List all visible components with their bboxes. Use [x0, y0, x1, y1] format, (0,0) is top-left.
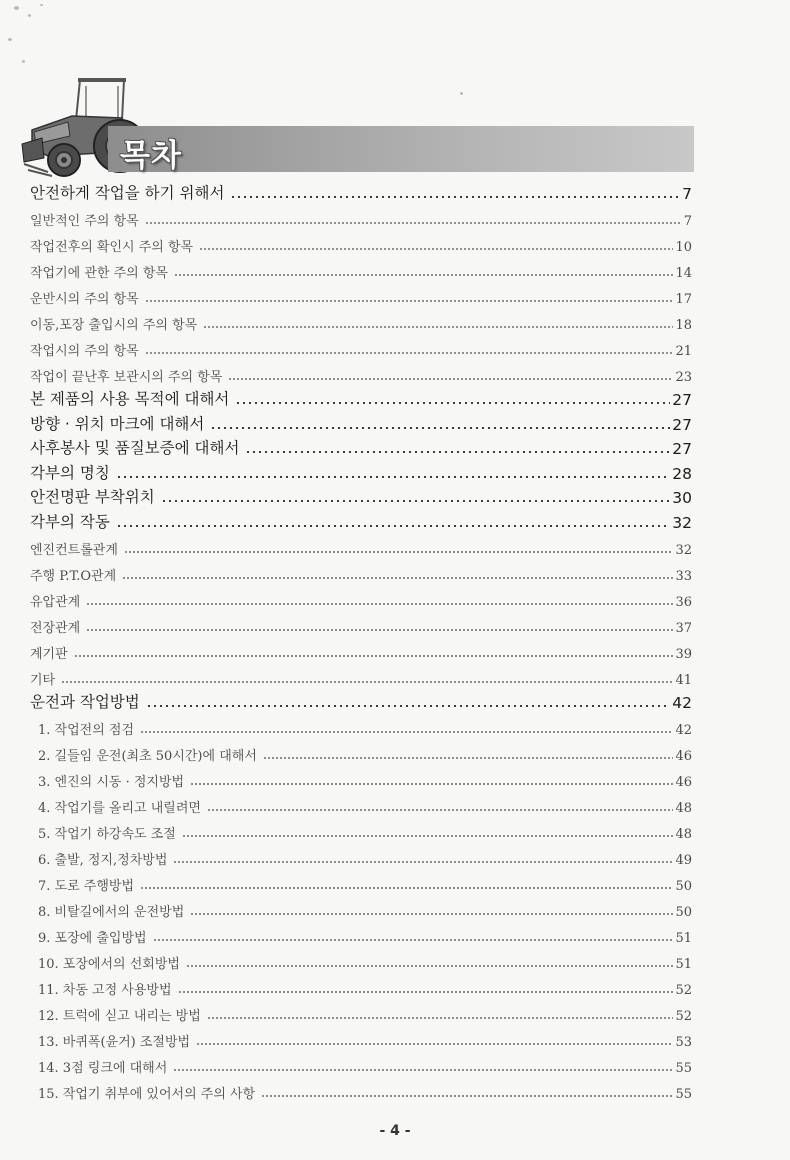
dot-leader [86, 603, 673, 605]
toc-entry-page-number: 18 [675, 317, 692, 333]
toc-entry-title: 엔진컨트롤관계 [30, 542, 118, 558]
toc-entry-page-number: 39 [675, 646, 692, 662]
title-banner [108, 126, 694, 172]
dot-leader [173, 1069, 673, 1071]
toc-section-entry[interactable] [30, 507, 692, 532]
dot-leader [190, 913, 673, 915]
toc-subsection-entry[interactable] [30, 610, 692, 636]
scan-speck [28, 14, 31, 17]
toc-entry-page-number: 7 [682, 184, 692, 203]
dot-leader [74, 655, 674, 657]
dot-leader [145, 222, 682, 224]
toc-entry-page-number: 28 [672, 464, 692, 483]
toc-subsection-entry[interactable] [30, 738, 692, 764]
toc-subsection-entry[interactable] [30, 842, 692, 868]
dot-leader [124, 551, 674, 553]
toc-entry-title: 13. 바퀴폭(윤거) 조절방법 [38, 1035, 191, 1050]
toc-entry-title: 운전과 작업방법 [30, 693, 140, 711]
toc-subsection-entry[interactable] [30, 816, 692, 842]
toc-subsection-entry[interactable] [30, 662, 692, 688]
toc-entry-page-number: 46 [675, 749, 692, 764]
toc-subsection-entry[interactable] [30, 998, 692, 1024]
toc-entry-title: 계기판 [30, 646, 68, 662]
toc-entry-title: 1. 작업전의 점검 [38, 723, 135, 738]
dot-leader [186, 965, 673, 967]
toc-entry-title: 기타 [30, 672, 56, 688]
toc-subsection-entry[interactable] [30, 972, 692, 998]
toc-entry-page-number: 41 [675, 672, 692, 688]
dot-leader [210, 427, 670, 429]
dot-leader [199, 248, 673, 250]
dot-leader [245, 451, 670, 453]
toc-subsection-entry[interactable] [30, 584, 692, 610]
toc-entry-title: 11. 차동 고정 사용방법 [38, 983, 172, 998]
toc-entry-title: 3. 엔진의 시동 · 정지방법 [38, 775, 185, 790]
toc-entry-page-number: 53 [675, 1035, 692, 1050]
dot-leader [230, 196, 680, 198]
dot-leader [190, 783, 673, 785]
toc-entry-title: 작업기에 관한 주의 항목 [30, 265, 168, 281]
toc-entry-page-number: 52 [675, 1009, 692, 1024]
toc-entry-page-number: 30 [672, 489, 692, 507]
dot-leader [86, 629, 673, 631]
toc-entry-page-number: 51 [675, 957, 692, 972]
toc-entry-page-number: 32 [675, 542, 692, 558]
toc-section-entry[interactable] [30, 483, 692, 508]
toc-entry-page-number: 27 [672, 415, 692, 434]
toc-subsection-entry[interactable] [30, 764, 692, 790]
dot-leader [145, 300, 674, 302]
toc-entry-page-number: 14 [675, 265, 692, 281]
toc-subsection-entry[interactable] [30, 333, 692, 359]
dot-leader [235, 402, 670, 404]
toc-entry-title: 운반시의 주의 항목 [30, 291, 139, 307]
toc-entry-page-number: 55 [675, 1061, 692, 1076]
toc-entry-title: 5. 작업기 하강속도 조절 [38, 827, 176, 842]
toc-entry-title: 10. 포장에서의 선회방법 [38, 957, 180, 972]
toc-entry-page-number: 32 [672, 513, 692, 532]
scan-speck [14, 6, 19, 10]
toc-entry-title: 전장관계 [30, 620, 81, 636]
toc-subsection-entry[interactable] [30, 1076, 692, 1102]
toc-subsection-entry[interactable] [30, 920, 692, 946]
toc-entry-page-number: 46 [675, 775, 692, 790]
toc-section-entry[interactable] [30, 458, 692, 483]
dot-leader [207, 1017, 674, 1019]
toc-section-entry[interactable] [30, 178, 692, 203]
toc-entry-page-number: 23 [675, 369, 692, 385]
toc-entry-page-number: 17 [675, 291, 692, 307]
toc-subsection-entry[interactable] [30, 532, 692, 558]
toc-entry-title: 안전하게 작업을 하기 위해서 [30, 183, 225, 202]
toc-entry-title: 각부의 명칭 [30, 463, 110, 482]
toc-entry-title: 각부의 작동 [30, 512, 110, 531]
dot-leader [146, 705, 671, 707]
toc-entry-page-number: 50 [675, 905, 692, 920]
toc-entry-title: 작업시의 주의 항목 [30, 343, 139, 359]
toc-entry-page-number: 27 [672, 391, 692, 409]
dot-leader [228, 378, 673, 380]
dot-leader [263, 757, 674, 759]
toc-entry-title: 본 제품의 사용 목적에 대해서 [30, 390, 230, 408]
toc-entry-page-number: 10 [675, 239, 692, 255]
toc-entry-title: 8. 비탈길에서의 운전방법 [38, 905, 185, 920]
toc-subsection-entry[interactable] [30, 712, 692, 738]
toc-section-entry[interactable] [30, 688, 692, 713]
toc-entry-title: 15. 작업기 취부에 있어서의 주의 사항 [38, 1087, 256, 1102]
toc-subsection-entry[interactable] [30, 1050, 692, 1076]
dot-leader [203, 326, 673, 328]
toc-entry-page-number: 49 [675, 853, 692, 868]
page-number: - 4 - [379, 1123, 411, 1139]
toc-subsection-entry[interactable] [30, 946, 692, 972]
toc-entry-title: 안전명판 부착위치 [30, 488, 155, 506]
page-title: 목차 [120, 138, 182, 174]
toc-entry-title: 4. 작업기를 올리고 내릴려면 [38, 801, 201, 816]
toc-entry-page-number: 33 [675, 568, 692, 584]
dot-leader [61, 681, 673, 683]
toc-entry-page-number: 36 [675, 594, 692, 610]
toc-entry-title: 작업전후의 확인시 주의 항목 [30, 239, 194, 255]
dot-leader [116, 525, 670, 527]
dot-leader [261, 1095, 673, 1097]
toc-entry-title: 유압관계 [30, 594, 81, 610]
dot-leader [140, 731, 673, 733]
toc-section-entry[interactable] [30, 409, 692, 434]
toc-entry-title: 14. 3점 링크에 대해서 [38, 1061, 168, 1076]
scan-speck [8, 38, 12, 41]
toc-subsection-entry[interactable] [30, 307, 692, 333]
dot-leader [174, 274, 673, 276]
scan-speck [460, 92, 463, 95]
toc-subsection-entry[interactable] [30, 558, 692, 584]
dot-leader [122, 577, 673, 579]
toc-subsection-entry[interactable] [30, 636, 692, 662]
scan-speck [40, 4, 43, 6]
toc-subsection-entry[interactable] [30, 894, 692, 920]
dot-leader [173, 861, 673, 863]
dot-leader [140, 887, 673, 889]
dot-leader [145, 352, 674, 354]
toc-entry-page-number: 51 [675, 931, 692, 946]
toc-entry-page-number: 37 [675, 620, 692, 636]
toc-entry-title: 사후봉사 및 품질보증에 대해서 [30, 439, 240, 457]
toc-entry-title: 방향 · 위치 마크에 대해서 [30, 414, 205, 433]
dot-leader [116, 476, 670, 478]
toc-entry-title: 9. 포장에 출입방법 [38, 931, 147, 946]
dot-leader [207, 809, 674, 811]
toc-subsection-entry[interactable] [30, 359, 692, 385]
toc-entry-page-number: 50 [675, 879, 692, 894]
toc-entry-title: 7. 도로 주행방법 [38, 879, 135, 894]
toc-subsection-entry[interactable] [30, 790, 692, 816]
toc-entry-title: 작업이 끝난후 보관시의 주의 항목 [30, 369, 223, 385]
toc-entry-title: 6. 출발, 정지,정차방법 [38, 853, 168, 868]
toc-entry-title: 2. 길들임 운전(최초 50시간)에 대해서 [38, 749, 257, 764]
toc-entry-title: 이동,포장 출입시의 주의 항목 [30, 317, 198, 333]
toc-entry-title: 12. 트럭에 싣고 내리는 방법 [38, 1009, 201, 1024]
toc-entry-page-number: 48 [675, 827, 692, 842]
toc-section-entry[interactable] [30, 385, 692, 410]
toc-entry-page-number: 52 [675, 983, 692, 998]
toc-entry-page-number: 7 [683, 213, 692, 229]
toc-subsection-entry[interactable] [30, 281, 692, 307]
toc-entry-page-number: 42 [672, 694, 692, 712]
toc-entry-title: 주행 P.T.O관계 [30, 568, 117, 584]
toc-entry-page-number: 27 [672, 440, 692, 458]
toc-subsection-entry[interactable] [30, 1024, 692, 1050]
toc-subsection-entry[interactable] [30, 203, 692, 229]
toc-entry-page-number: 55 [675, 1087, 692, 1102]
table-of-contents [30, 178, 692, 1102]
dot-leader [153, 939, 674, 941]
toc-section-entry[interactable] [30, 434, 692, 459]
toc-entry-page-number: 42 [675, 723, 692, 738]
dot-leader [161, 500, 671, 502]
toc-entry-page-number: 21 [675, 343, 692, 359]
dot-leader [196, 1043, 673, 1045]
toc-subsection-entry[interactable] [30, 255, 692, 281]
dot-leader [178, 991, 674, 993]
scan-speck [22, 60, 25, 63]
toc-entry-title: 일반적인 주의 항목 [30, 213, 139, 229]
toc-entry-page-number: 48 [675, 801, 692, 816]
toc-subsection-entry[interactable] [30, 229, 692, 255]
toc-subsection-entry[interactable] [30, 868, 692, 894]
dot-leader [182, 835, 674, 837]
